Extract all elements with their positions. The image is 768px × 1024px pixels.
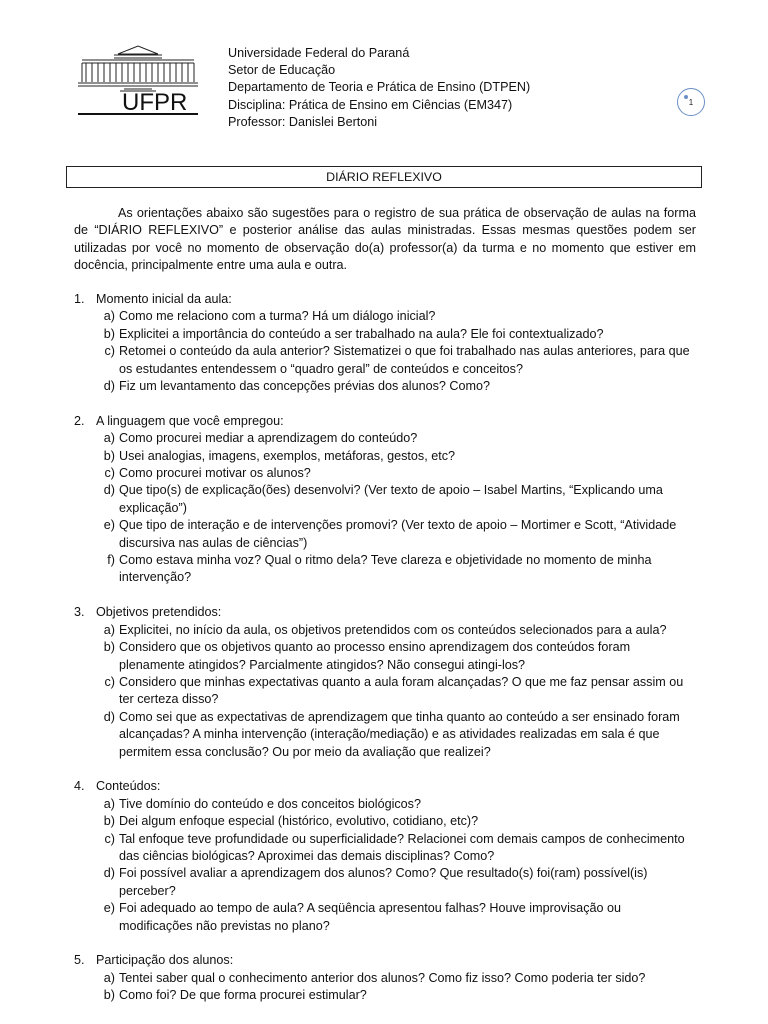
section-number: 3. xyxy=(74,605,85,620)
list-item xyxy=(74,343,696,378)
list-item xyxy=(74,622,696,639)
discipline-name: Disciplina: Prática de Ensino em Ciências (EM347) xyxy=(228,97,513,112)
item-letter: b) xyxy=(103,640,115,655)
list-item xyxy=(74,987,696,1004)
section-heading xyxy=(74,952,696,969)
item-letter: c) xyxy=(104,466,115,481)
item-letter: c) xyxy=(104,344,115,359)
list-item xyxy=(74,430,696,447)
list-item xyxy=(74,326,696,343)
item-letter: e) xyxy=(103,901,115,916)
list-item xyxy=(74,674,696,709)
item-letter: a) xyxy=(103,431,115,446)
question-sections xyxy=(74,291,696,1022)
item-letter: d) xyxy=(103,709,115,724)
item-letter: e) xyxy=(103,518,115,533)
section-heading-text: A linguagem que você empregou: xyxy=(96,413,284,428)
item-text: Retomei o conteúdo da aula anterior? Sistematizei o que foi trabalhado nas aulas anteriores, para que os estudantes entendessem o “quadro geral” de conteúdos e conceitos? xyxy=(119,344,690,376)
item-text: Usei analogias, imagens, exemplos, metáforas, gestos, etc? xyxy=(119,448,456,463)
item-letter: a) xyxy=(103,970,115,985)
section-5 xyxy=(74,952,696,1004)
list-item xyxy=(74,448,696,465)
item-letter: f) xyxy=(107,553,115,568)
section-heading xyxy=(74,413,696,430)
list-item xyxy=(74,865,696,900)
ufpr-logo xyxy=(78,44,198,116)
item-letter: b) xyxy=(103,988,115,1003)
section-heading xyxy=(74,778,696,795)
list-item xyxy=(74,796,696,813)
list-item xyxy=(74,517,696,552)
section-3 xyxy=(74,604,696,761)
item-letter: c) xyxy=(104,674,115,689)
section-heading-text: Participação dos alunos: xyxy=(96,953,234,968)
item-text: Como estava minha voz? Qual o ritmo dela? Teve clareza e objetividade no momento de minha intervenção? xyxy=(119,553,652,585)
item-letter: d) xyxy=(103,379,115,394)
item-letter: a) xyxy=(103,622,115,637)
item-letter: b) xyxy=(103,814,115,829)
item-text: Considero que minhas expectativas quanto a aula foram alcançadas? O que me faz pensar assim ou ter certeza disso? xyxy=(119,674,684,707)
item-text: Explicitei a importância do conteúdo a ser trabalhado na aula? Ele foi contextualizado? xyxy=(119,326,604,341)
section-1 xyxy=(74,291,696,395)
list-item xyxy=(74,900,696,935)
list-item xyxy=(74,709,696,761)
section-2 xyxy=(74,413,696,587)
item-text: Como foi? De que forma procurei estimular? xyxy=(119,988,367,1003)
list-item xyxy=(74,813,696,830)
item-letter: b) xyxy=(103,326,115,341)
item-text: Como procurei mediar a aprendizagem do conteúdo? xyxy=(119,431,418,446)
item-text: Que tipo de interação e de intervenções promovi? (Ver texto de apoio – Mortimer e Scott, “Atividade discursiva nas aulas de ciências”) xyxy=(119,518,677,550)
badge-dot-icon xyxy=(684,95,688,99)
sector-name: Setor de Educação xyxy=(228,63,336,78)
list-item xyxy=(74,639,696,674)
section-heading-text: Objetivos pretendidos: xyxy=(96,605,222,620)
item-text: Fiz um levantamento das concepções prévias dos alunos? Como? xyxy=(119,379,491,394)
list-item xyxy=(74,378,696,395)
list-item xyxy=(74,552,696,587)
section-number: 1. xyxy=(74,292,85,306)
document-title: DIÁRIO REFLEXIVO xyxy=(66,166,702,188)
item-letter: d) xyxy=(103,866,115,881)
item-text: Como sei que as expectativas de aprendizagem que tinha quanto ao conteúdo a ser ensinado foram alcançadas? A minha intervenção (interação/mediação) e as atividades realizadas em sala é que permitem essa conclusão? Ou por meio da avaliação que realizei? xyxy=(119,709,680,759)
item-letter: a) xyxy=(103,796,115,811)
page-number: 1 xyxy=(688,97,694,107)
item-text: Que tipo(s) de explicação(ões) desenvolvi? (Ver texto de apoio – Isabel Martins, “Explicando uma explicação”) xyxy=(119,483,663,515)
item-text: Tal enfoque teve profundidade ou superficialidade? Relacionei com demais campos de conhecimento das ciências biológicas? Aproximei das demais disciplinas? Como? xyxy=(119,831,685,863)
item-text: Foi possível avaliar a aprendizagem dos alunos? Como? Que resultado(s) foi(ram) possível(is) perceber? xyxy=(119,866,648,898)
item-text: Tive domínio do conteúdo e dos conceitos biológicos? xyxy=(119,796,421,811)
item-letter: d) xyxy=(103,483,115,498)
section-heading xyxy=(74,291,696,308)
logo-text: UFPR xyxy=(122,89,188,116)
list-item xyxy=(74,970,696,987)
intro-paragraph: As orientações abaixo são sugestões para o registro de sua prática de observação de aulas na forma de “DIÁRIO REFLEXIVO” e posterior análise das aulas ministradas. Essas mesmas questões podem ser utilizadas por você no momento de observação do(a) professor(a) da turma e no momento que estiver em docência, principalmente entre uma aula e outra. xyxy=(74,206,696,273)
item-text: Como procurei motivar os alunos? xyxy=(119,466,311,481)
item-letter: a) xyxy=(103,309,115,324)
item-letter: c) xyxy=(104,831,115,846)
item-text: Explicitei, no início da aula, os objetivos pretendidos com os conteúdos selecionados para a aula? xyxy=(119,622,667,637)
department-name: Departamento de Teoria e Prática de Ensino (DTPEN) xyxy=(228,80,531,95)
item-text: Como me relaciono com a turma? Há um diálogo inicial? xyxy=(119,309,436,324)
list-item xyxy=(74,831,696,866)
institution-header xyxy=(228,45,530,131)
item-text: Foi adequado ao tempo de aula? A seqüência apresentou falhas? Houve improvisação ou modificações não previstas no plano? xyxy=(119,901,622,933)
item-text: Considero que os objetivos quanto ao processo ensino aprendizagem dos conteúdos foram plenamente atingidos? Parcialmente atingidos? Não consegui atingi-los? xyxy=(119,640,631,672)
item-text: Dei algum enfoque especial (histórico, evolutivo, cotidiano, etc)? xyxy=(119,814,479,829)
page-number-badge xyxy=(677,88,705,116)
item-text: Tentei saber qual o conhecimento anterior dos alunos? Como fiz isso? Como poderia ter sido? xyxy=(119,970,646,985)
section-heading-text: Momento inicial da aula: xyxy=(96,292,232,306)
list-item xyxy=(74,482,696,517)
section-number: 4. xyxy=(74,779,85,794)
section-heading-text: Conteúdos: xyxy=(96,779,161,794)
list-item xyxy=(74,465,696,482)
section-number: 5. xyxy=(74,953,85,968)
list-item xyxy=(74,308,696,325)
section-4 xyxy=(74,778,696,935)
section-heading xyxy=(74,604,696,621)
university-name: Universidade Federal do Paraná xyxy=(228,46,410,60)
section-number: 2. xyxy=(74,413,85,428)
university-building-icon xyxy=(78,44,198,116)
professor-name: Professor: Danislei Bertoni xyxy=(228,114,378,129)
item-letter: b) xyxy=(103,448,115,463)
